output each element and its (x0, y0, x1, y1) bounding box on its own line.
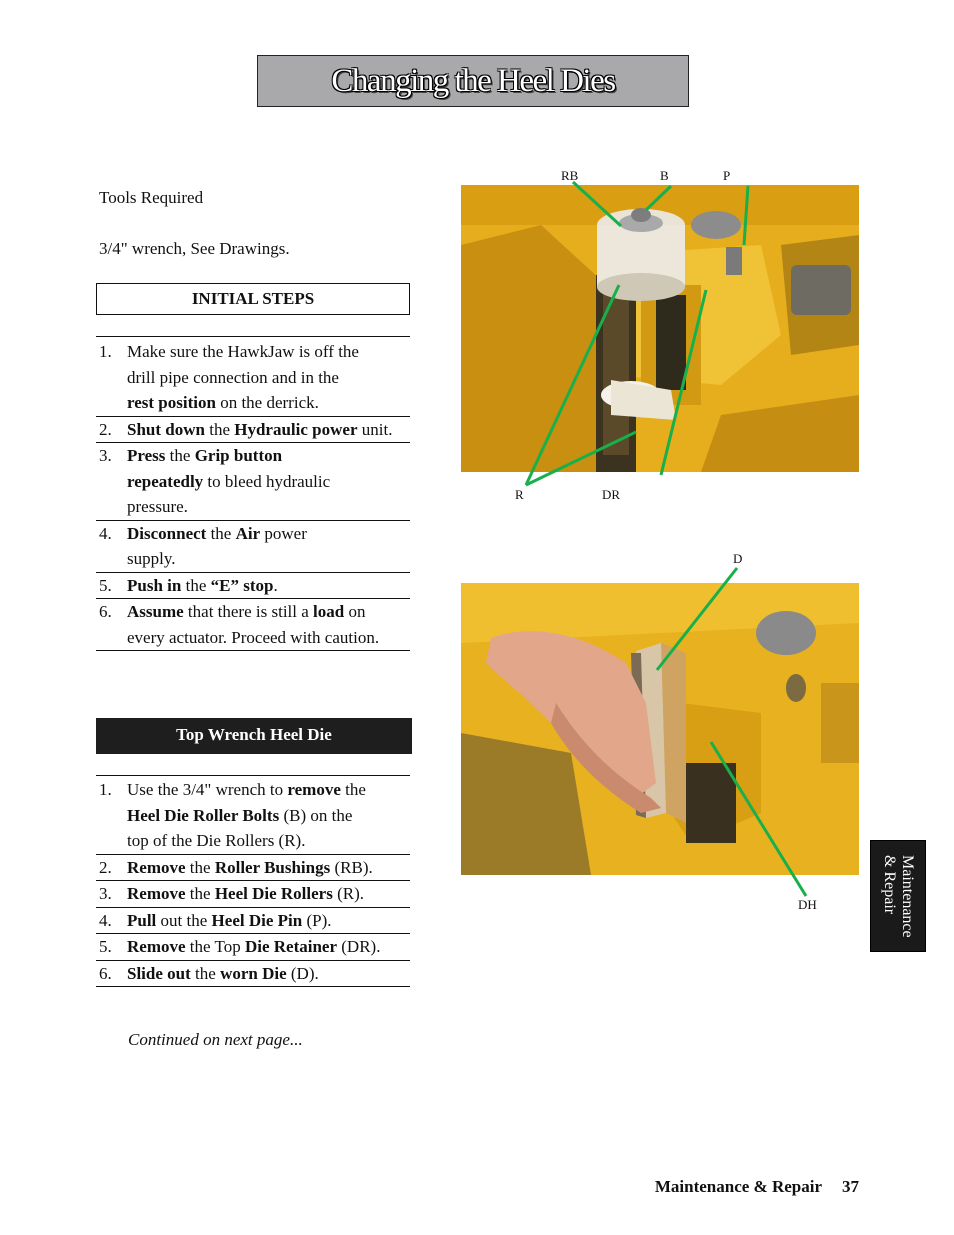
photo1-callout-lines (461, 170, 859, 500)
bold-term: Remove (127, 937, 186, 956)
text-run: Use the 3/4" wrench to (127, 780, 288, 799)
text-run: the (204, 419, 235, 439)
step-item (96, 908, 410, 935)
side-tab-text (880, 855, 916, 938)
step-text (127, 573, 410, 599)
page-footer (655, 1177, 859, 1197)
text-run: the (185, 884, 215, 903)
step-item (96, 961, 410, 988)
step-text (127, 908, 410, 934)
step-text (127, 443, 410, 520)
step-item (96, 336, 410, 417)
step-item (96, 881, 410, 908)
page-number: 37 (842, 1177, 859, 1196)
text-run: that there is still a (183, 602, 314, 621)
text-run: (R). (332, 884, 364, 903)
bold-term: worn Die (220, 963, 287, 983)
text-run: power supply. (127, 523, 307, 568)
text-run: the (190, 963, 221, 983)
text-run: . (273, 575, 278, 595)
step-number: 1. (99, 342, 112, 361)
bold-term: “E” stop (210, 575, 274, 595)
text-run: the (206, 523, 236, 543)
step-number: 4. (99, 523, 112, 543)
step-number: 4. (99, 910, 112, 930)
bold-term: Air (235, 523, 261, 543)
step-text (127, 339, 410, 416)
initial-steps-heading: INITIAL STEPS (96, 283, 410, 315)
bold-term: Disconnect (127, 523, 207, 543)
bold-term: Roller Bushings (214, 857, 331, 877)
step-item (96, 775, 410, 855)
step-text (127, 521, 410, 572)
step-number: 6. (99, 602, 112, 621)
step-number: 3. (99, 884, 112, 903)
step-item (96, 417, 410, 444)
text-run: (P). (302, 910, 332, 930)
step-item (96, 599, 410, 651)
text-run: to bleed hydraulic pressure. (127, 471, 331, 516)
bold-term: Remove (127, 884, 186, 903)
bold-term: Die Retainer (244, 937, 338, 956)
step-number: 6. (99, 963, 112, 983)
step-item (96, 521, 410, 573)
page-title-box (257, 55, 689, 107)
bold-term: rest position (127, 393, 216, 412)
bold-term: Remove (127, 857, 186, 877)
step-item (96, 573, 410, 600)
bold-term: Slide out (127, 963, 191, 983)
bold-term: Push in (127, 575, 182, 595)
side-tab-line1: Maintenance (899, 854, 916, 938)
step-text (127, 599, 410, 650)
bold-term: Shut down (127, 419, 205, 439)
page-title: Changing the Heel Dies (331, 62, 615, 99)
photo2-callout-lines (461, 560, 859, 900)
text-run: (RB). (330, 857, 373, 877)
text-run: (D). (286, 963, 319, 983)
label-dh: DH (798, 897, 817, 912)
step-text (127, 777, 410, 854)
step-item (96, 934, 410, 961)
tools-text: 3/4" wrench, See Drawings. (99, 239, 290, 258)
label-d: D (733, 551, 743, 566)
step-number: 3. (99, 446, 112, 465)
side-tab-line2: & Repair (881, 854, 898, 914)
step-text (127, 961, 410, 987)
bold-term: Grip button repeatedly (127, 446, 283, 491)
text-run: (B) on the top of the Die Rollers (R). (127, 805, 353, 850)
text-run: the (185, 857, 215, 877)
text-run: on every actuator. Proceed with caution. (127, 602, 380, 647)
step-text (127, 881, 410, 907)
text-run: Make sure the HawkJaw is off the drill pipe connection and in the (127, 342, 359, 387)
step-number: 1. (99, 780, 112, 799)
bold-term: remove (287, 780, 341, 799)
label-dr: DR (602, 487, 621, 502)
footer-section: Maintenance & Repair (654, 1177, 822, 1196)
label-b: B (660, 168, 669, 183)
label-p: P (723, 168, 731, 183)
text-run: out the (156, 910, 212, 930)
section-side-tab (870, 840, 926, 952)
label-rb: RB (561, 168, 579, 183)
initial-steps-list (96, 336, 410, 651)
text-run: the Top (185, 937, 245, 956)
bold-term: load (313, 602, 345, 621)
bold-term: Heel Die Rollers (214, 884, 333, 903)
step-text (127, 934, 410, 960)
bold-term: Hydraulic power (234, 419, 358, 439)
step-number: 5. (99, 937, 112, 956)
top-wrench-steps-list (96, 775, 410, 987)
top-wrench-heading: Top Wrench Heel Die (96, 718, 412, 754)
text-run: the (165, 446, 195, 465)
bold-term: Heel Die Pin (211, 910, 303, 930)
text-run: the (181, 575, 211, 595)
label-r: R (515, 487, 524, 502)
tools-heading: Tools Required (99, 188, 204, 207)
step-text (127, 417, 410, 443)
step-number: 2. (99, 857, 112, 877)
bold-term: Pull (127, 910, 157, 930)
text-run: on the derrick. (215, 393, 319, 412)
text-run: (DR). (337, 937, 381, 956)
text-run: unit. (357, 419, 393, 439)
step-number: 5. (99, 575, 112, 595)
bold-term: Heel Die Roller Bolts (127, 805, 280, 825)
bold-term: Press (127, 446, 166, 465)
bold-term: Assume (127, 602, 184, 621)
text-run: the (340, 780, 366, 799)
step-item (96, 443, 410, 521)
continued-note: Continued on next page... (128, 1030, 303, 1049)
step-text (127, 855, 410, 881)
step-item (96, 855, 410, 882)
step-number: 2. (99, 419, 112, 439)
